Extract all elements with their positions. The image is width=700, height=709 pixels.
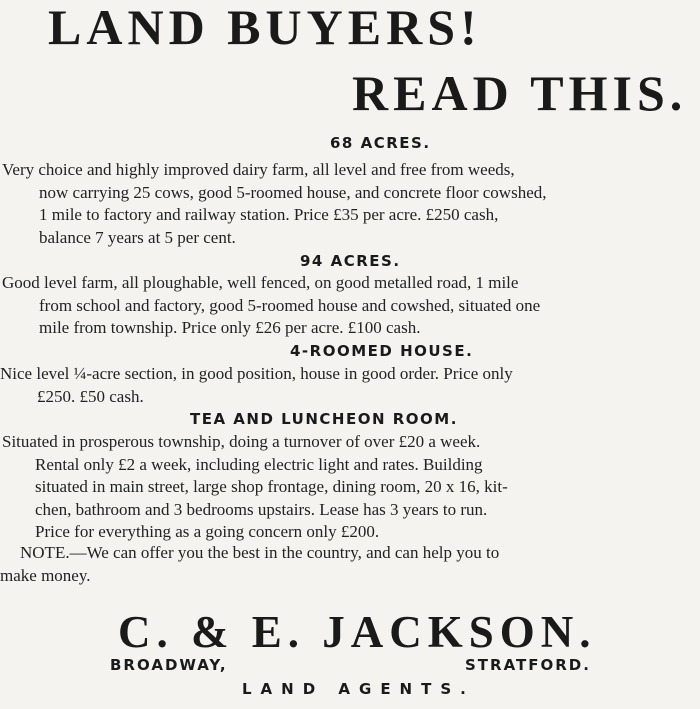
listing-line: chen, bathroom and 3 bedrooms upstairs. Lease has 3 years to run.	[35, 499, 488, 519]
listing-body-tea-room	[2, 431, 508, 544]
listing-line: Good level farm, all ploughable, well fenced, on good metalled road, 1 mile	[2, 273, 519, 292]
note-block	[0, 542, 499, 587]
listing-line: Rental only £2 a week, including electric light and rates. Building	[35, 454, 483, 474]
listing-line: mile from township. Price only £26 per acre. £100 cash.	[39, 318, 421, 337]
listing-heading-68-acres: 68 ACRES.	[330, 134, 431, 152]
listing-line: now carrying 25 cows, good 5-roomed house, and concrete floor cowshed,	[39, 182, 547, 202]
listing-line: situated in main street, large shop frontage, dining room, 20 x 16, kit-	[35, 477, 508, 496]
listing-line: Price for everything as a going concern only £200.	[35, 522, 380, 541]
headline-read-this: READ THIS.	[352, 65, 688, 121]
listing-line: Nice level ¼-acre section, in good position, house in good order. Price only	[0, 364, 513, 383]
listing-body-68-acres	[2, 159, 547, 249]
advertiser-street: BROADWAY,	[110, 656, 228, 674]
listing-line: balance 7 years at 5 per cent.	[39, 227, 236, 247]
listing-line: Situated in prosperous township, doing a turnover of over £20 a week.	[2, 432, 481, 451]
note-line: make money.	[0, 565, 91, 585]
listing-heading-94-acres: 94 ACRES.	[300, 252, 401, 270]
listing-line: 1 mile to factory and railway station. Price £35 per acre. £250 cash,	[39, 205, 499, 224]
listing-heading-4-roomed-house: 4-ROOMED HOUSE.	[290, 342, 474, 360]
listing-body-4-roomed-house	[0, 363, 513, 408]
listing-line: from school and factory, good 5-roomed house and cowshed, situated one	[39, 295, 541, 315]
listing-heading-tea-room: TEA AND LUNCHEON ROOM.	[190, 410, 458, 428]
listing-line: Very choice and highly improved dairy farm, all level and free from weeds,	[2, 160, 515, 179]
advertiser-trade: LAND AGENTS.	[242, 680, 475, 698]
note-line: NOTE.—We can offer you the best in the country, and can help you to	[20, 543, 500, 562]
listing-line: £250. £50 cash.	[37, 386, 144, 406]
advertiser-name: C. & E. JACKSON.	[118, 607, 597, 657]
headline-land-buyers: LAND BUYERS!	[48, 0, 482, 55]
advertiser-town: STRATFORD.	[465, 656, 591, 674]
listing-body-94-acres	[2, 272, 540, 340]
